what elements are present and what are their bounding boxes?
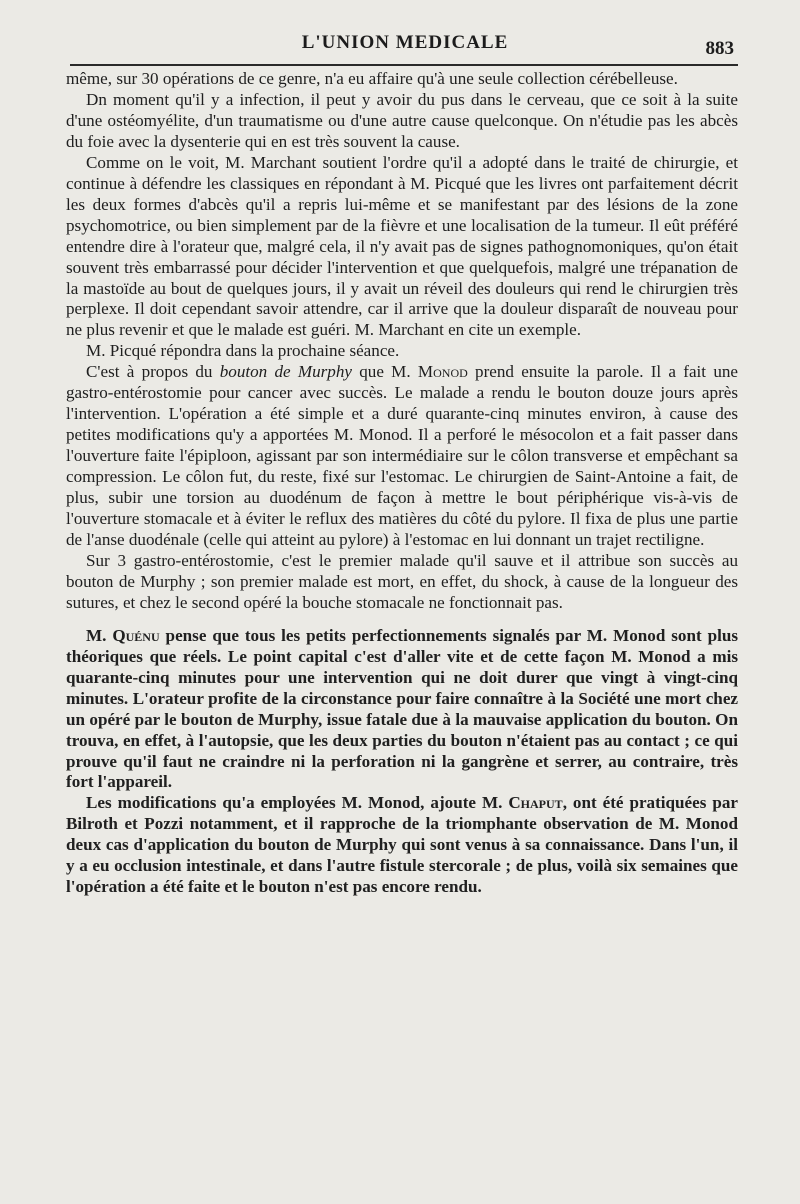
paragraph-3: Comme on le voit, M. Marchant soutient l'ordre qu'il a adopté dans le traité de chirurgie, et continue à défendre les classiques en répondant à M. Picqué que les livres ont parfaitement décrit les deux formes d'abcès qu'il a repris lui-même et se manifestant par des lésions de la zone psychomotrice, ou bien simplement par de la fièvre et une localisation de la tumeur. Il eût préféré entendre dire à l'orateur que, malgré cela, il n'y avait pas de signes pathognomoniques, qu'on était souvent très embarrassé pour décider l'intervention et que quelquefois, malgré une trépanation de la mastoïde au bout de quelques jours, il y avait un réveil des douleurs qui rend le chirurgien très perplexe. Il doit cependant savoir attendre, car il arrive que la douleur disparaît de nouveau pour ne plus revenir et que le malade est guéri. M. Marchant en cite un exemple. <box>66 152 738 340</box>
paragraph-6: Sur 3 gastro-entérostomie, c'est le premier malade qu'il sauve et il attribue son succès au bouton de Murphy ; son premier malade est mort, en effet, du shock, à cause de la longueur des sutures, et chez le second opéré la bouche stomacale ne fonctionnait pas. <box>66 550 738 612</box>
paragraph-8 <box>66 793 738 898</box>
paragraph-4: M. Picqué répondra dans la prochaine séance. <box>86 341 400 361</box>
paragraph-5 <box>66 362 738 551</box>
header-rule <box>70 64 738 66</box>
paragraph-5-speaker: Monod <box>417 362 468 382</box>
paragraph-8-speaker: Chaput <box>508 793 563 813</box>
paragraph-8-before: Les modifications qu'a employées M. Monod, ajoute M. <box>86 793 509 813</box>
paragraph-7-before: M. <box>86 625 113 645</box>
paragraph-5-middle: que M. <box>351 362 418 382</box>
paragraph-2: Dn moment qu'il y a infection, il peut y avoir du pus dans le cerveau, que ce soit à la suite d'une ostéomyélite, d'un traumatisme ou d'une autre cause quelconque. On n'étudie pas les abcès du foie avec la dysenterie qui en est très souvent la cause. <box>66 89 738 151</box>
bold-section <box>66 626 738 898</box>
paragraph-8-after: , ont été pratiquées par Bilroth et Pozzi notamment, et il rapproche de la triomphante observation de M. Monod deux cas d'application du bouton de Murphy qui sont venus à sa connaissance. Dans l'un, il y a eu occlusion intestinale, et dans l'autre fistule stercorale ; de plus, voilà six semaines que l'opération a été faite et le bouton n'est pas encore rendu. <box>66 793 738 897</box>
paragraph-1: même, sur 30 opérations de ce genre, n'a eu affaire qu'à une seule collection cérébelleuse. <box>66 69 678 88</box>
running-title: L'UNION MEDICALE <box>301 32 509 53</box>
paragraph-7 <box>66 626 738 794</box>
paragraph-7-speaker: Quénu <box>112 625 160 645</box>
paragraph-5-italic: bouton de Murphy <box>219 362 352 382</box>
paragraph-7-after: pense que tous les petits perfectionnements signalés par M. Monod sont plus théoriques que réels. Le point capital c'est d'aller vite et de cette façon M. Monod a mis quarante-cinq minutes pour une intervention qui ne doit durer que vingt à vingt-cinq minutes. L'orateur profite de la circonstance pour faire connaître à la Société une mort chez un opéré par le bouton de Murphy, issue fatale due à la mauvaise application du bouton. On trouva, en effet, à l'autopsie, que les deux parties du bouton n'étaient pas au contact ; ce qui prouve qu'il faut ne craindre ni la perforation ni la gangrène et serrer, au contraire, très fort l'appareil. <box>66 625 738 792</box>
page-number: 883 <box>705 38 734 59</box>
paragraph-5-after: prend ensuite la parole. Il a fait une gastro-entérostomie pour cancer avec succès. Le malade a rendu le bouton douze jours après l'intervention. L'opération a été simple et a duré quarante-cinq minutes environ, à cause des petites modifications qu'y a apportées M. Monod. Il a perforé le mésocolon et a fait passer dans l'ouverture faite l'épiploon, agissant par son intermédiaire sur le côlon transverse et empêchant sa compression. Le côlon fut, du reste, fixé sur l'estomac. Le chirurgien de Saint-Antoine a fait, de plus, subir une torsion au duodénum de façon à mettre le bout périphérique vis-à-vis de l'ouverture stomacale et à éviter le reflux des matières du côté du pylore. Il fixa de plus une partie de l'anse duodénale (celle qui atteint au pylore) à l'estomac en lui donnant un trajet rectiligne. <box>66 362 738 549</box>
article-body <box>66 69 738 898</box>
page-header <box>70 28 740 64</box>
paragraph-5-before: C'est à propos du <box>86 362 220 382</box>
